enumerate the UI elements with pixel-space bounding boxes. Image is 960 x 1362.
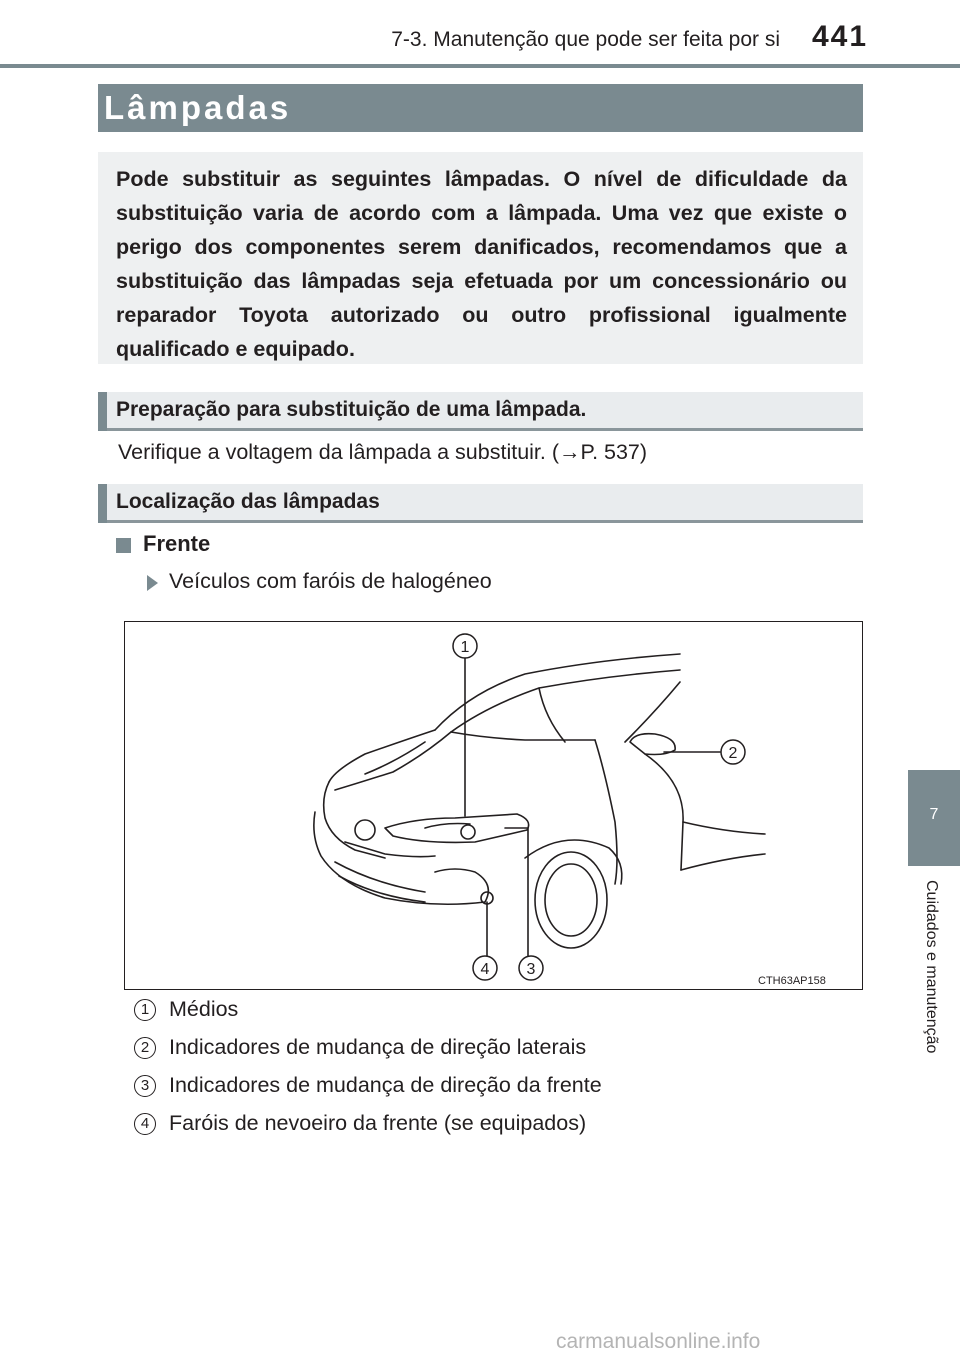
triangle-right-icon <box>147 575 158 591</box>
location-heading-accent <box>98 484 107 523</box>
figure-code: CTH63AP158 <box>758 975 826 987</box>
watermark: carmanualsonline.info <box>556 1330 761 1353</box>
callout-label: 3 <box>526 961 536 978</box>
chapter-label <box>912 880 952 1110</box>
legend-text: Indicadores de mudança de direção da frente <box>169 1073 602 1097</box>
header-rule <box>0 64 960 68</box>
legend-number: 4 <box>134 1113 156 1135</box>
variant-label: Veículos com faróis de halogéneo <box>169 569 492 593</box>
legend-number: 2 <box>134 1037 156 1059</box>
callout-label: 4 <box>480 961 490 978</box>
callout-label: 2 <box>728 745 738 762</box>
location-heading: Localização das lâmpadas <box>116 490 380 513</box>
preparation-heading-accent <box>98 392 107 431</box>
legend-number: 1 <box>134 999 156 1021</box>
page-number: 441 <box>812 20 869 53</box>
preparation-heading: Preparação para substituição de uma lâmpada. <box>116 398 587 421</box>
frente-subheading: Frente <box>143 531 211 556</box>
callout-label: 1 <box>460 639 470 656</box>
car-front-illustration <box>124 621 863 990</box>
running-header-section: 7-3. Manutenção que pode ser feita por si <box>391 28 780 51</box>
legend-text: Médios <box>169 997 239 1021</box>
car-line-drawing <box>125 622 862 989</box>
intro-text: Pode substituir as seguintes lâmpadas. O nível de dificuldade da substituição varia de acordo com a lâmpada. Uma vez que existe o perigo dos componentes serem danificados, recomendamos que a substituição das lâmpadas seja efetuada por um concessionário ou reparador Toyota autorizado ou outro profissional igualmente qualificado e equipado. <box>116 167 847 361</box>
legend-text: Indicadores de mudança de direção laterais <box>169 1035 587 1059</box>
legend-text: Faróis de nevoeiro da frente (se equipados) <box>169 1111 587 1135</box>
chapter-number: 7 <box>929 806 939 823</box>
page-title: Lâmpadas <box>104 89 292 126</box>
chapter-label-text: Cuidados e manutenção <box>923 880 940 1054</box>
legend-number: 3 <box>134 1075 156 1097</box>
preparation-body: Verifique a voltagem da lâmpada a substituir. (→P. 537) <box>118 440 648 464</box>
filled-square-icon <box>116 538 131 553</box>
